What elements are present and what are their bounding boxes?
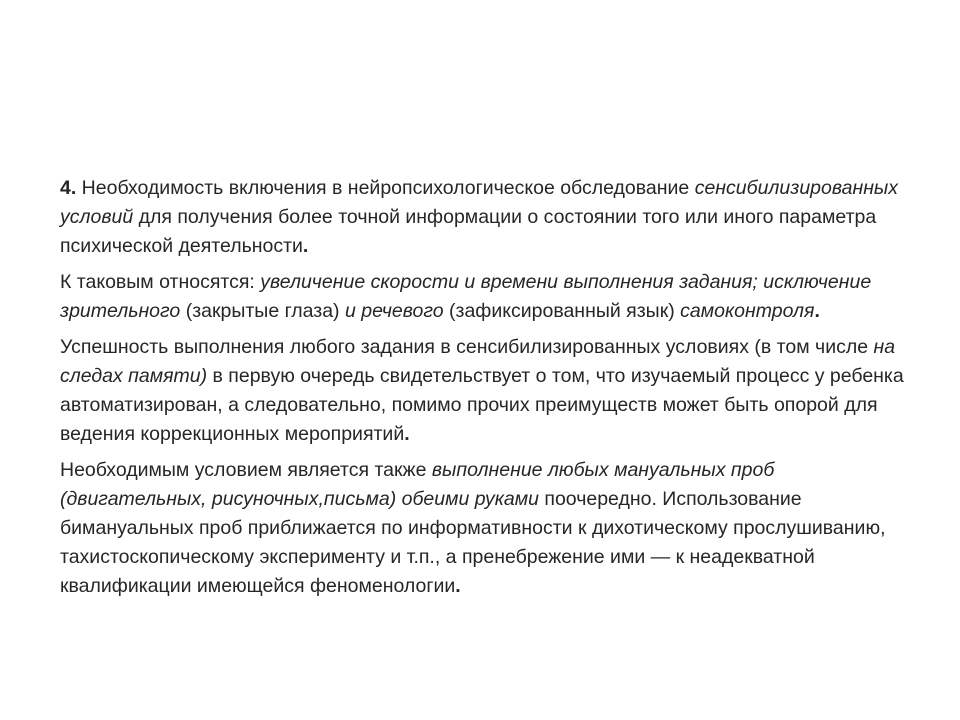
italic-term: самоконтроля	[680, 300, 815, 322]
italic-term: и речевого	[344, 300, 444, 322]
italic-term: увеличение скорости и времени выполнения задания; исключение зрительного	[60, 271, 872, 322]
text-segment: Необходимость включения в нейропсихологическое обследование	[76, 177, 695, 199]
terminal-period: .	[302, 235, 309, 257]
italic-term: выполнение любых мануальных проб (двигательных, рисуночных,письма) обеими руками	[60, 459, 775, 510]
text-segment: в первую очередь свидетельствует о том, что изучаемый процесс у ребенка автоматизирован, а следовательно, помимо прочих преимуществ может быть опорой для ведения коррекционных мероприятий	[60, 365, 904, 445]
text-segment: поочередно. Использование бимануальных проб приближается по информативности к дихотическому прослушиванию, тахистоскопическому эксперименту и т.п., а пренебрежение ими — к неадекватной квалификации имеющейся феноменологии	[60, 488, 886, 597]
text-segment: К таковым относятся:	[60, 271, 261, 293]
terminal-period: .	[814, 300, 820, 322]
italic-term: на следах памяти)	[60, 336, 896, 387]
text-segment: Необходимым условием является также	[60, 459, 432, 481]
text-segment: (закрытые глаза)	[180, 300, 345, 322]
paragraph-2	[60, 268, 910, 326]
paragraph-3	[60, 333, 910, 449]
terminal-period: .	[404, 423, 410, 445]
italic-term: сенсибилизированных условий	[60, 177, 899, 228]
paragraph-1	[60, 174, 910, 261]
slide-body	[60, 174, 910, 608]
text-segment: (зафиксированный язык)	[443, 300, 681, 322]
text-segment: Успешность выполнения любого задания в сенсибилизированных условиях (в том числе	[60, 336, 874, 358]
terminal-period: .	[455, 575, 461, 597]
paragraph-4	[60, 456, 910, 601]
text-segment: для получения более точной информации о состоянии того или иного параметра психической деятельности	[60, 206, 877, 257]
item-number: 4.	[60, 177, 77, 199]
